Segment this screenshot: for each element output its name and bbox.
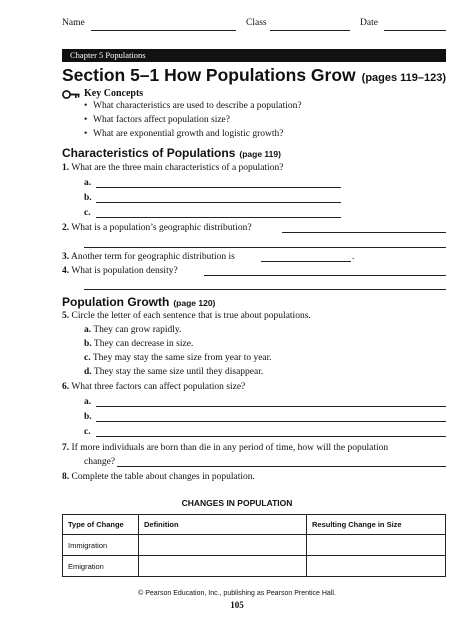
question-number: 5.: [62, 311, 70, 321]
answer-letter-a: [84, 397, 91, 407]
question-3: [62, 252, 235, 262]
date-label: Date: [360, 18, 378, 28]
option-letter[interactable]: c.: [84, 353, 91, 363]
class-blank[interactable]: [270, 30, 350, 31]
option-letter[interactable]: d.: [84, 367, 92, 377]
option-text: They can decrease in size.: [93, 339, 194, 349]
option-text: They may stay the same size from year to year.: [92, 353, 272, 363]
column-header: Definition: [139, 515, 307, 535]
question-text: Complete the table about changes in population.: [71, 472, 255, 482]
section-heading-text: Population Growth: [62, 295, 170, 309]
answer-line-2b[interactable]: [84, 247, 446, 248]
name-label: Name: [62, 18, 85, 28]
question-8: [62, 472, 255, 482]
answer-line-4b[interactable]: [84, 289, 446, 290]
answer-letter-a: [84, 178, 91, 188]
letter: c.: [84, 427, 91, 437]
question-number: 1.: [62, 163, 70, 173]
option-a[interactable]: [84, 325, 181, 335]
key-concept-text: What factors affect population size?: [93, 115, 230, 125]
answer-line-2a[interactable]: [282, 232, 446, 233]
changes-table: [62, 514, 446, 577]
section-heading-growth: [62, 295, 215, 309]
question-text: Another term for geographic distribution is: [70, 252, 235, 262]
answer-line-1b[interactable]: [96, 202, 341, 203]
letter: a.: [84, 178, 92, 188]
answer-line-3[interactable]: [261, 261, 351, 262]
key-concepts-label: Key Concepts: [84, 88, 144, 99]
page-number: 105: [230, 600, 244, 610]
answer-line-6a[interactable]: [96, 406, 446, 407]
question-text: What is population density?: [71, 266, 178, 276]
letter: c.: [84, 208, 91, 218]
section-heading-pages: (page 119): [239, 149, 281, 159]
definition-cell[interactable]: [139, 535, 307, 556]
key-concept-text: What are exponential growth and logistic growth?: [93, 129, 284, 139]
column-header: Type of Change: [63, 515, 139, 535]
answer-line-1a[interactable]: [96, 187, 341, 188]
question-text: If more individuals are born than die in any period of time, how will the population: [71, 443, 389, 453]
date-blank[interactable]: [384, 30, 446, 31]
answer-line-6b[interactable]: [96, 421, 446, 422]
name-blank[interactable]: [91, 30, 236, 31]
option-d[interactable]: [84, 367, 263, 377]
question-number: 4.: [62, 266, 70, 276]
key-concept-item: • What characteristics are used to describe a population?: [84, 101, 302, 111]
key-concept-item: • What are exponential growth and logistic growth?: [84, 129, 284, 139]
question-7-continued: change?: [84, 457, 116, 467]
option-letter[interactable]: a.: [84, 325, 92, 335]
key-concept-item: • What factors affect population size?: [84, 115, 230, 125]
answer-letter-c: [84, 208, 91, 218]
question-number: 7.: [62, 443, 70, 453]
question-text: Circle the letter of each sentence that is true about populations.: [71, 311, 311, 321]
question-5: [62, 311, 311, 321]
result-cell[interactable]: [307, 556, 446, 577]
option-text: They stay the same size until they disappear.: [93, 367, 264, 377]
column-header: Resulting Change in Size: [307, 515, 446, 535]
answer-letter-c: [84, 427, 91, 437]
question-text: What three factors can affect population size?: [71, 382, 246, 392]
question-number: 2.: [62, 223, 70, 233]
definition-cell[interactable]: [139, 556, 307, 577]
table-row: [63, 556, 446, 577]
key-concept-text: What characteristics are used to describe a population?: [93, 101, 302, 111]
section-title-pages: (pages 119–123): [361, 72, 447, 84]
section-heading-characteristics: [62, 146, 281, 160]
answer-line-4a[interactable]: [204, 275, 446, 276]
option-c[interactable]: [84, 353, 272, 363]
result-cell[interactable]: [307, 535, 446, 556]
question-2: [62, 223, 252, 233]
question-3-period: .: [352, 252, 355, 262]
answer-letter-b: [84, 412, 92, 422]
table-title: CHANGES IN POPULATION: [181, 498, 293, 508]
section-heading-pages: (page 120): [173, 298, 216, 308]
question-number: 8.: [62, 472, 70, 482]
answer-line-6c[interactable]: [96, 436, 446, 437]
row-label: Immigration: [63, 535, 139, 556]
section-title-text: Section 5–1 How Populations Grow: [62, 65, 356, 85]
answer-line-1c[interactable]: [96, 217, 341, 218]
letter: a.: [84, 397, 92, 407]
table-row: [63, 535, 446, 556]
chapter-label: Chapter 5 Populations: [70, 50, 146, 60]
question-text: What are the three main characteristics of a population?: [71, 163, 284, 173]
question-4: [62, 266, 178, 276]
key-icon: [62, 90, 80, 99]
option-letter[interactable]: b.: [84, 339, 92, 349]
question-number: 6.: [62, 382, 70, 392]
answer-line-7[interactable]: [117, 466, 446, 467]
question-6: [62, 382, 245, 392]
letter: b.: [84, 412, 92, 422]
option-b[interactable]: [84, 339, 193, 349]
answer-letter-b: [84, 193, 92, 203]
row-label: Emigration: [63, 556, 139, 577]
letter: b.: [84, 193, 92, 203]
question-number: 3.: [62, 252, 70, 262]
class-label: Class: [246, 18, 267, 28]
question-7: [62, 443, 388, 453]
copyright-notice: © Pearson Education, Inc., publishing as Pearson Prentice Hall.: [138, 590, 336, 597]
question-text: What is a population’s geographic distribution?: [71, 223, 252, 233]
option-text: They can grow rapidly.: [93, 325, 182, 335]
table-header-row: [63, 515, 446, 535]
section-heading-text: Characteristics of Populations: [62, 146, 236, 160]
section-title: [62, 65, 446, 86]
question-1: [62, 163, 283, 173]
